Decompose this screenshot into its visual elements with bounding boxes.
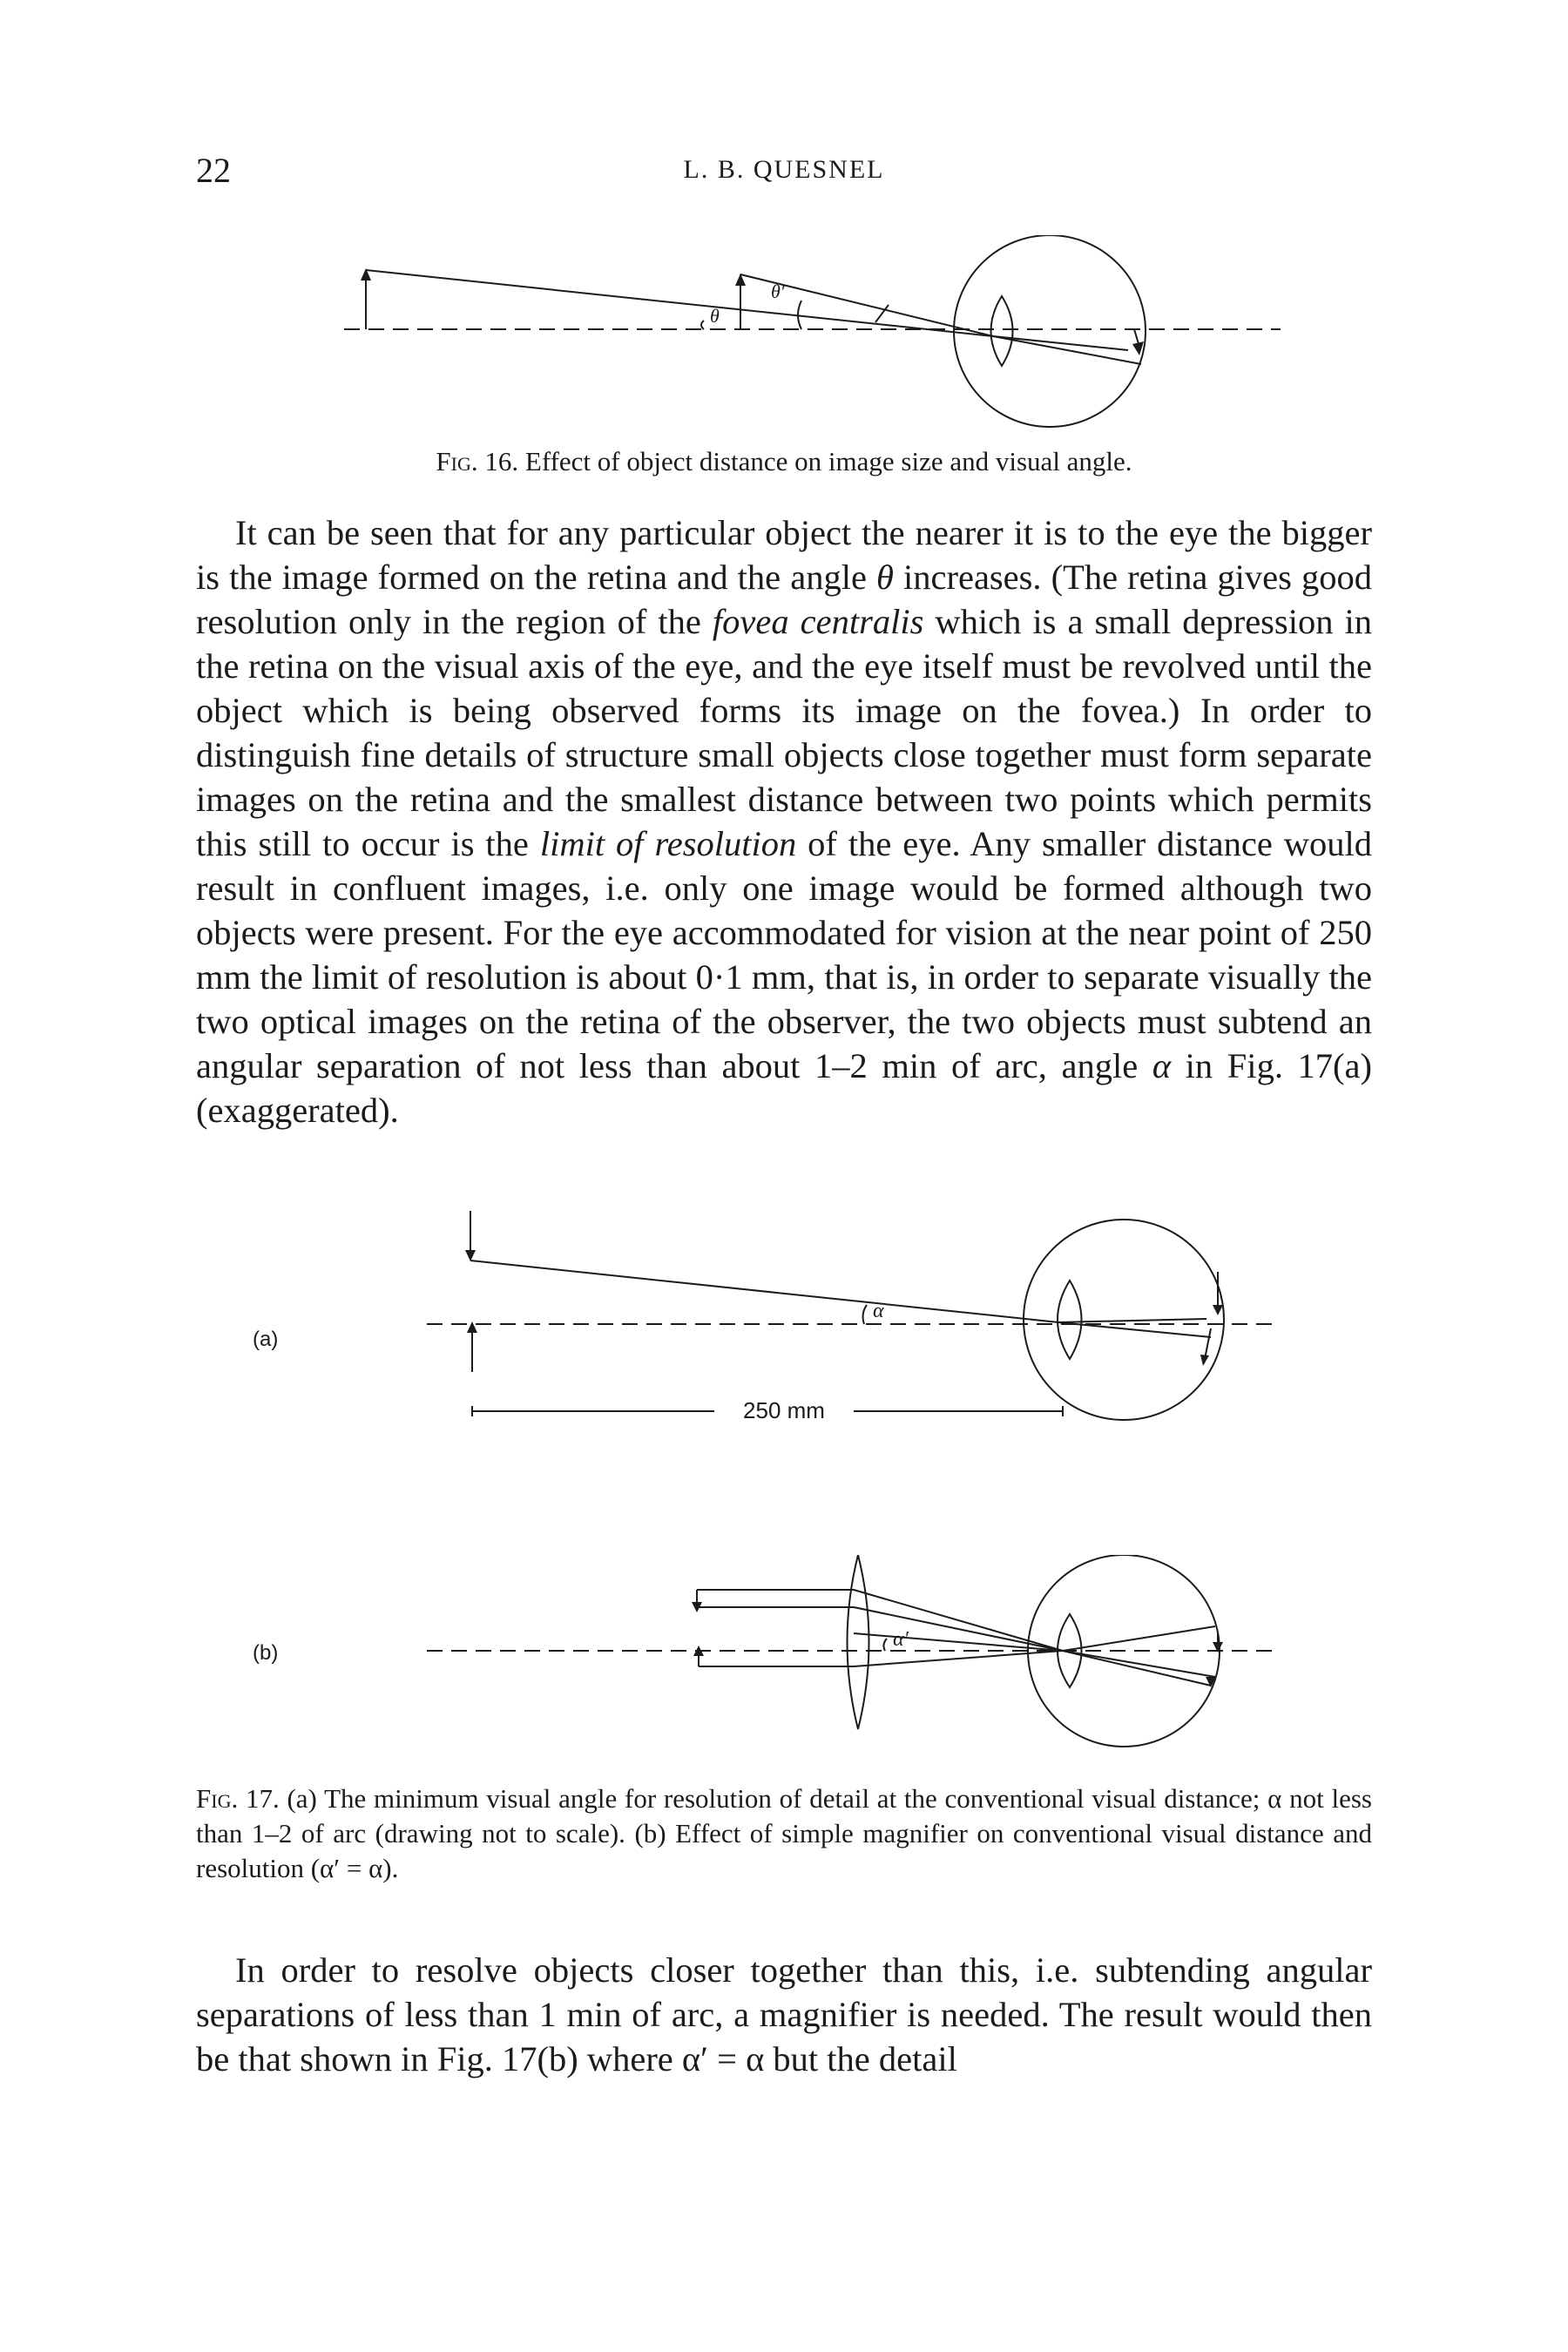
- top-object-arrowhead: [465, 1250, 476, 1261]
- far-ray: [366, 270, 993, 336]
- figure-17a: [244, 1211, 1289, 1437]
- figure-17b: [244, 1555, 1289, 1764]
- page-number: 22: [196, 151, 231, 190]
- eye-ray-3: [1063, 1651, 1211, 1686]
- magnifier-lens: [848, 1555, 869, 1729]
- figure-17-caption: [196, 1781, 1372, 1886]
- alpha-arc: [863, 1305, 867, 1324]
- theta-prime-label: θ′: [771, 280, 785, 302]
- figure-16-caption-label: Fig. 16.: [436, 446, 519, 476]
- running-head: L. B. QUESNEL: [683, 155, 885, 184]
- alpha-symbol: α: [1152, 1046, 1172, 1085]
- alpha-prime-arc: [883, 1639, 887, 1651]
- ray-to-retina-2: [993, 336, 1141, 364]
- paragraph-1-part-4: of the eye. Any smaller distance would result in confluent images, i.e. only one image would be formed although two objects were present. For the eye accommodated for vision at the near point of 250 mm the limit of resolution is about 0·1 mm, that is, in order to separate visually the two optical images on the retina of the observer, the two objects must subtend an angular separation of not less than about 1–2 min of arc, angle: [196, 824, 1372, 1085]
- figure-16-caption: [322, 446, 1246, 477]
- alpha-prime-label: α′: [893, 1628, 909, 1651]
- paragraph-1-part-2: increases. (The retina gives good resolution only in the region of the: [196, 558, 1372, 641]
- panel-b-label: (b): [253, 1641, 279, 1665]
- figure-17-caption-label: Fig. 17.: [196, 1783, 280, 1814]
- ray-top: [470, 1260, 1058, 1322]
- paragraph-1: [196, 510, 1372, 1132]
- limit-of-resolution-term: limit of resolution: [539, 824, 797, 863]
- fovea-centralis-term: fovea centralis: [712, 602, 924, 641]
- paragraph-1-part-1: It can be seen that for any particular object the nearer it is to the eye the bigger is the image formed on the retina and the angle: [196, 513, 1372, 597]
- retina-image-bottom-arrowhead: [1200, 1355, 1209, 1366]
- retina-image-top-arrowhead: [1213, 1305, 1223, 1315]
- theta-symbol: θ: [876, 558, 894, 597]
- theta-label: θ: [710, 305, 720, 327]
- theta-prime-arc: [798, 301, 801, 329]
- eye-ray-2: [1063, 1651, 1215, 1677]
- figure-17-caption-text: (a) The minimum visual angle for resolution of detail at the conventional visual distance; α not less than 1–2 of arc (drawing not to scale). (b) Effect of simple magnifier on conventional visual distance and resolution (α′ = α).: [196, 1783, 1372, 1883]
- converging-ray-2: [854, 1607, 1063, 1651]
- theta-arc: [701, 321, 704, 329]
- distance-label: 250 mm: [743, 1397, 825, 1423]
- paragraph-1-part-3: which is a small depression in the retina on the visual axis of the eye, and the eye itself must be revolved until the object which is being observed forms its image on the fovea.) In order to distinguish fine details of structure small objects close together must form separate images on the retina and the smallest distance between two points which permits this still to occur is the: [196, 602, 1372, 863]
- panel-a-label: (a): [253, 1328, 279, 1351]
- figure-16-caption-text: Effect of object distance on image size and visual angle.: [524, 446, 1132, 476]
- paragraph-2: In order to resolve objects closer together than this, i.e. subtending angular separations of less than 1 min of arc, a magnifier is needed. The result would then be that shown in Fig. 17(b) where α′ = α but the detail: [196, 1950, 1372, 2078]
- eye-lens-a: [1058, 1281, 1082, 1359]
- alpha-label-a: α: [873, 1300, 884, 1322]
- paragraph-1-part-5: in Fig. 17(a) (exaggerated).: [196, 1046, 1372, 1130]
- figure-16: [314, 235, 1298, 444]
- eyeball: [954, 235, 1146, 427]
- eye-lens: [991, 296, 1013, 366]
- converging-ray-3: [854, 1651, 1063, 1666]
- bottom-object-arrowhead: [467, 1321, 477, 1333]
- eye-ray-1: [1063, 1626, 1215, 1651]
